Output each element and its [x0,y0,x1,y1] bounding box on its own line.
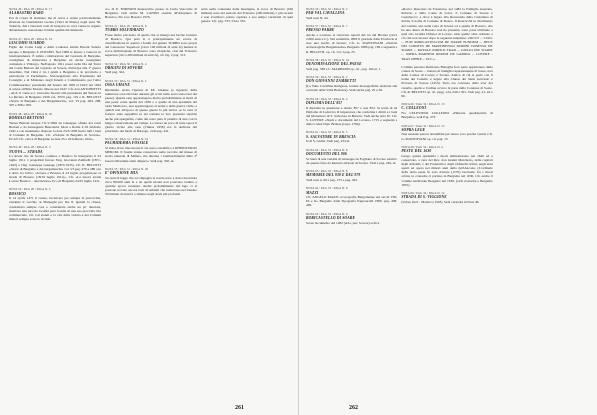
note-reference: NOTA 53 / PAG 31 / RIGA N. 2 [105,78,147,83]
note-text: Vedi nota n. 60 e pag. 273 e pag. 432. [306,177,358,182]
note-title: PRESSO PARRE [306,28,335,33]
note-reference: NOTA 59 / PAG 33 / RIGA N. 2 [306,75,348,80]
note-title: E' OPINIONE MIA [105,171,138,176]
note-reference: NOTA 50 / PAG 28 / RIGA N. 4 [9,187,51,192]
note-entry [306,7,397,20]
note-text: Il diploma in questione è datato 857 e non 852. Si tratta di un Diploma di Lodovico II imperatore che conferma i diritti e i beni del Monastero di S. Salvatore in Brescia. Vedi anche nota 67. Cfr. S. LOVERE «Studi e documenti del Lovere» 1715 e seguenti e della Codex Dipl. Brixiae (Lupi, 1784). [306,105,398,127]
note-entry [306,24,397,53]
note-reference: NOTA 63 / PAG 33 / RIGA N. 8 [306,169,348,174]
note-entry [401,145,492,187]
note-text: Vedi pag. 338 e L. MARINONI op. cit., pag. 164 nt. 1. [306,66,382,71]
note-entry [105,24,197,58]
note-text: co» di E. FORNONI manoscritto presso la Curia Vescovile di Bergamo; vedi anche M. CANINI «Guida all'Altopiano di Bossico» Pro loco Bossico 1976. [105,7,197,20]
note-title: DOCUMENTO DEL 906 [306,151,347,156]
note-reference: NOTA 68 / PAG 34 / RIGA N. 4 [401,145,443,149]
note-title: SOPRA LEGE [401,127,426,132]
note-title: ORIGINI DI SOVERE [105,65,143,70]
note-text: Anche a Lozzano si ritrovano reperti del tra del Bronzo (circa 2.000 anni a.C.). Nel settembre 1893 il giornale dalla Provincia si rese una studio di bronzo. Cfr. G. MANTOVANI «Notizie archeologiche Bergamasche» Bergamo 1886 pag. 196 e seguenti e R. BELOTTI, op. cit. vol. I pag. 25. [306,33,398,54]
note-reference: NOTA 52 / PAG 30 / RIGA N. 4 [105,61,147,66]
note-text: Figlio del Conte Luigi e della Contessa Giulia Baroni Suardo nacque a Bergamo il 25/8/1883. Nel 1908 si laureò a Genova in Giurisprudenza. È subito collaboratore del Giornale di Bergamo, consigliere di minoranza a Bergamo ed anche consigliere comunale a Villongo. Nell'agosto 1911 passò nelle fila del Torre del Conte Bettoni del Capitolo di Sovere. Partecipa alla 1ª guerra mondiale. Nel 1924 è tra i primi a Bergamo e in provincia a partecipare al Parlamento. Sottosegretario alla Presidenza del Consiglio e al Ministero degli Interni e Commissario per l'Alto Commissariato; presidente del Senato dal 1929 al 1943; nel 1944 si arrese all'Ente Morale. Muore nel 1947. Cfr. don ANTONIETTI - ALE, il conte ecc. Giacomo Suardo alla presidenza del Senato in La Rivista di Bergamo 1939 vol. XVII pag. 119 e R. BELOTTI «Storia di Bergamo e dei Bergamaschi», vol. VI pag. 284, 298, 307 e 308 e 309. [9,45,101,108]
note-title: NUOVA ... STRADA [9,149,43,154]
left-page-columns [9,7,293,405]
note-entry [105,137,197,162]
note-entry [401,102,492,119]
note-text: Cfr. ANGELO MAZZI «Corografia Bergomense nei secoli VIII, IX e X» Bergamo dalla Tipografia Pagnoncelli 1880, pag. 408-409. [306,195,398,208]
note-title: S. SALVATORE IN BRESCIA [306,134,356,139]
note-text: O di S. Giulia. Vedi pag. 234 nt. [306,139,351,144]
note-title: RORICASTELLO DI SOARE [306,216,356,221]
note-entry [9,145,101,183]
note-entry [9,112,101,141]
note-reference: NOTA 67 / PAG 34 / RIGA N. 15 [401,123,445,128]
note-entry [306,186,397,207]
note-entry [9,187,101,221]
note-entry [306,148,397,165]
note-title: DIPLOMA DELL'857 [306,100,343,105]
note-title: PACHIDERMA FOSSILE [105,141,149,146]
note-title: PER VAL CAVALLINA [306,11,345,16]
note-text: Vedi pag. 324. [105,70,125,75]
note-title: DON GIOVANNI ZAMBETTI [306,79,356,84]
note-reference: NOTA 66 / PAG 34 / RIGA N. 13 [401,102,445,107]
note-reference: NOTA 62 / PAG 33 / RIGA N. 8 [306,147,348,152]
note-reference: NOTA 58 / PAG 32 / RIGA N. 16 [306,58,350,63]
note-reference: NOTA 47 / PAG 28 / RIGA N. 19 [9,36,53,41]
note-title: MAZZI [306,190,319,195]
note-text: Su un documento del 1482 (ardo, pur, Sovere) si dice [306,220,380,225]
note-reference: NOTA 48 / PAG 28 / RIGA N. 20 [9,111,53,116]
note-title: ALABASTRO RARO [9,11,44,16]
note-reference: NOTA 69 / PAG 34 / RIGA N. 14 [401,191,445,196]
note-title: ROMOLO BETTONI [9,115,45,120]
note-text: Fra CELESTINO COLLEONI «Historia quadripartita di Bergamo» vedi Pag. 273. [401,111,493,120]
note-entry [306,130,397,143]
left-column-1 [9,7,101,405]
note-reference: NOTA 60 / PAG 33 / RIGA N. 4 [306,96,348,101]
note-reference: NOTA 65 / PAG 33 / RIGA N. 9 [306,211,348,216]
note-title: STRADA DI S. VIGGIONE [401,195,447,200]
note-entry [306,169,397,182]
note-reference: NOTA 56 / PAG 32 / RIGA N. 2 [306,7,348,11]
left-page [0,0,298,415]
note-reference: NOTA 64 / PAG 33 / RIGA N. 9 [306,186,348,191]
note-reference: NOTA 61 / PAG 33 / RIGA N. 5 [306,130,348,135]
left-page-number: 261 [235,405,244,411]
right-page-columns [306,7,588,405]
left-column-3 [201,7,293,405]
left-column-2 [105,7,197,405]
note-entry [401,191,492,204]
note-text: Vedi nota N. 44. [306,15,329,20]
right-page [299,0,597,415]
note-text: Riteniamo errata l'ipotesi di Mr. Ozanne (a riguardo delle numerose ossa ritrovate durante gli scavi nella zona sud-ovest del paese). Questa ossa appartengono molto probabilmente ai morti di una peste come quella del 1630 o a quelle di una epidemia del tardo Medioevo, non appartengono al nome e della guerra civile, e quindi non all'epoca di queste guerre la più antica, se le ossa vi fossero state seppellite in età romana la loro presenza sarebbe anche più spiegabile, come del resto pure il piombo di una con la lunga conservazione sul campo. Lo stesso un poco di tutte epoca il giorno vicino alle ossa (Chiusa 1958) era la dedicata del prioritario dei morti di Barzago, vedi pag. 441. [105,87,197,133]
note-entry [105,7,197,19]
note-entry [306,58,397,71]
note-reference: NOTA 51 / PAG 29 / RIGA N. 8 [105,23,147,28]
note-text: Non nessuno parece attendibile per stesso voro poiché i punti. Cfr. G. MANTOVANI op. cit. pag. 13. [401,132,493,141]
note-entry [9,7,101,32]
note-text: Fosse molto più usato di quello che si ritenga nel bacino lacustre di Bossico. Qui però si è principalmente un errore di classificazione in quanto i fossili del genere TURBO sono propri del Cenozoico Superiore (circa 100 milioni di anni fa) mentre le rocce dell'altopiano di Bossico sono triassiche, cioè del Triassico superiore (circa 200 milioni di anni fa), cfr. fig. 2 pag. 513. [105,32,197,58]
note-entry [201,7,293,24]
note-entry [9,37,101,108]
note-text: Lungo questa epidemia i morti ammontarono nel 1640 ed a conservato, a cura del Rev. don Gianni Marchetto, delle capitali degli Abbaldi; e dei Fraternità e degli Orfanelli orfani, negli anni aperti ad opera nei minori anni della dell'Ancona, (L'ordinale della detta peste fu solo d'estate (1576) lasciando fra i morti orfani, le cronache ci parlano in Bergamo nel 1630, Cfr. anche il volume Archiviale Bergamo nel 1630, (vedi cronache e Bergamo 1855). [401,153,493,187]
note-text: Il 14 aprile 1471 il curato, incaricato per sempre la parrocchia, vendette il vecchio ai Malpaghi per lire 8. Quindi la chiesa, considerata sempre cara e considerata anche un po' desolata, risultava una piccola località però fornita di una sua provvida vita commerciale. Cfr. Gli statuti e la vita della vicinia e dei Comuni minori sempre sotto la vicinia. [9,196,101,221]
right-column-2 [401,7,492,405]
right-column-3 [497,7,588,405]
note-entry [105,62,197,75]
note-title: GIACOMO SUARDO [9,40,45,45]
note-text: La strada che da Sovere conduce a Bossico fu inaugurata il 23 luglio 1911. I progettisti furono l'ing. Giovanni Zambelli (1871-1922) e l'ing. Giuseppe Gussago (1870-1935). Cfr. R. BELOTTI «Storia di Bergamo e dei bergamaschi» vol. VI pag. 279 e 280 ove è detto tra l'altro: «Sovere e Bossico il 23 luglio progettarono la strada di Bossico (18/19 luglio 1911)». Cfr. «La nuova strada Lovere Bossico – descrizione» Eco di Bergamo 24/25 luglio 1911. [9,154,101,184]
note-title: DENOMINAZIONE DEL PAESE [306,62,362,67]
note-entry [401,124,492,141]
note-title: MEMORIE DEL 938 E DEL 979 [306,173,361,178]
note-text: (La Valle Cavallina Religiosa, notizie monografiche dedicate alle contrade della Valle Borlezza). Vedi anche pag. 25 e 26. [306,84,398,93]
note-text: (Urbes 1021 - Mantova 1593). Vedi curiosità in Nota 46. [401,199,480,204]
note-title: OSSA UMANE [105,82,130,87]
note-entry [306,75,397,92]
note-title: PESTE DEL 1630 [401,149,432,154]
note-entry [401,65,492,98]
note-text: L'ultima persona Rusticano Battaglia fece parte appartenere dalla contea di Soare ... trattato di famiglia rappresentante di Soare, non della Contea di Lovere e Sovere. Antica di cui si parla con il nome del Castello è legato alla Chiesa dei Santi Gervasio e Protasio di Sovere (1453). Tutto era concesso dallo aver del castello, quello e l'ordine ovvero la parte della Contessa di Soare. Cfr. R. BELOTTI op. cit. pagg. 124, 240 e 301. Vedi pag. 41, 42 e 90. [401,64,493,98]
note-text: Era di colore di alabastro ma di onice e venne particolarmente sfruttata da Gianbattista Lucina (Vinci di Pisino) negli anni '50. Tuttavia, dati i rilevanti costi di trasporto la cava venne in seguito abbandonata, nonostante l'ottima qualità del minerale. [9,15,101,33]
note-reference: NOTA 54 / PAG 31 / RIGA N. 16 [105,137,149,142]
note-reference: NOTA 57 / PAG 32 / RIGA N. 7 [306,24,348,29]
note-text: restò nella contenuta della montagna, le rocce di Bossico (160 milioni) sono del periodo del Triassico (200 milioni) o più recenti e non avrebbero potuto ospitare a suo tempo vertebrati di quel genere. Cfr. pag. 533, 534 e 535. [201,7,293,24]
note-text: Si tratta di una vendita di Giuseppe da Fogliano di Sovere relativo da quanto fatto da Rezzalo all'isola di Sovere. Vedi a pag. 220, nt. [306,156,398,165]
right-page-number: 262 [349,405,358,411]
note-text: Si tratta di un rinoceronte il cui sesso scientifico è RHINOCEROS MERCKI. Il fossile venne conservato nelle raccolte del museo di storia naturale di Milano, ma durante i bombardamenti delle 2ª Guerra Mondiale andò disperso. Vedi pag. 320, nt. [105,146,197,163]
note-entry [401,7,492,61]
note-title: BOSSICO [9,191,26,196]
right-column-1 [306,7,397,405]
note-entry [306,97,397,126]
note-entry [306,212,397,225]
note-text: «Rorico Rusconio de Tresurata» nel 1482 la Famiglia Guerraia, Roberto e della Conte di Lotor, il Comune di Sorere e Castelarcco; e dove è legato alla Reverenda della Castellana di Zobin, il nome di Comune di Roano. Il Roncacchi in riferimento del castello sito nella zona di Sovere ed a quella di Bossico, che ha una altura di Bossico non ha presente, sono parte attribuite a quel sito località Orfanoi di Lovere, tutte quelle oltre ordinate a ciò che non facessi dopo le seguenti subprime: «SICUT ... COLL ... FUIT RORICASTELLUM DE SOARE FUNDUM ... DEUS DEI COMITES DE MARTINENGO DOMINI TONESSO DE SOARE ... ROYALE RORICO TRAD ... GIULIO DIU SOARE ... SOPRA MARTINO RERUM DE GAMMA ... LOVERE - TRAS OFFRE ... ECC.» [401,7,493,61]
note-reference: NOTA 49 / PAG 28 / RIGA N. 3 [9,145,51,150]
note-title: C. COLLEONI [401,106,427,111]
note-reference: NOTA 55 / PAG 31 / RIGA N. 20 [105,166,149,171]
note-reference: NOTA 46 / PAG 28 / RIGA N. 17 [9,7,53,11]
note-entry [105,79,197,133]
note-text: Su reati di legge che accompagna le nostre terre è stata riscontrata circa 80.000 anni fa e da quelli terreni non potevano risalire a qualche epoca avanzata. Anche probabilmente dal lago ci si possono trovare ancora resti di animali che esistevano nel lontano 50 milioni di anni fa o almeno negli strati più profondi. [105,175,197,197]
note-text: Teresa Bettoni nacque l'11/1/1892 da Giuseppe, sfinito dei conti Bettoni e da Giuseppina Buzzoletti. Morì a Roma il 26 febbraio 1941 e con testamento disposto la data 23/3/1938 lasciò tutti i beni al Comune di Bergamo. Cfr. «Notizie di Bergamo di Sovere». ECAS Cfr. «Voce di Bergamo in data 25 e 26 febbraio 1941». [9,120,101,141]
note-entry [105,167,197,196]
note-title: TURBO SOLFIDRATO [105,27,144,32]
